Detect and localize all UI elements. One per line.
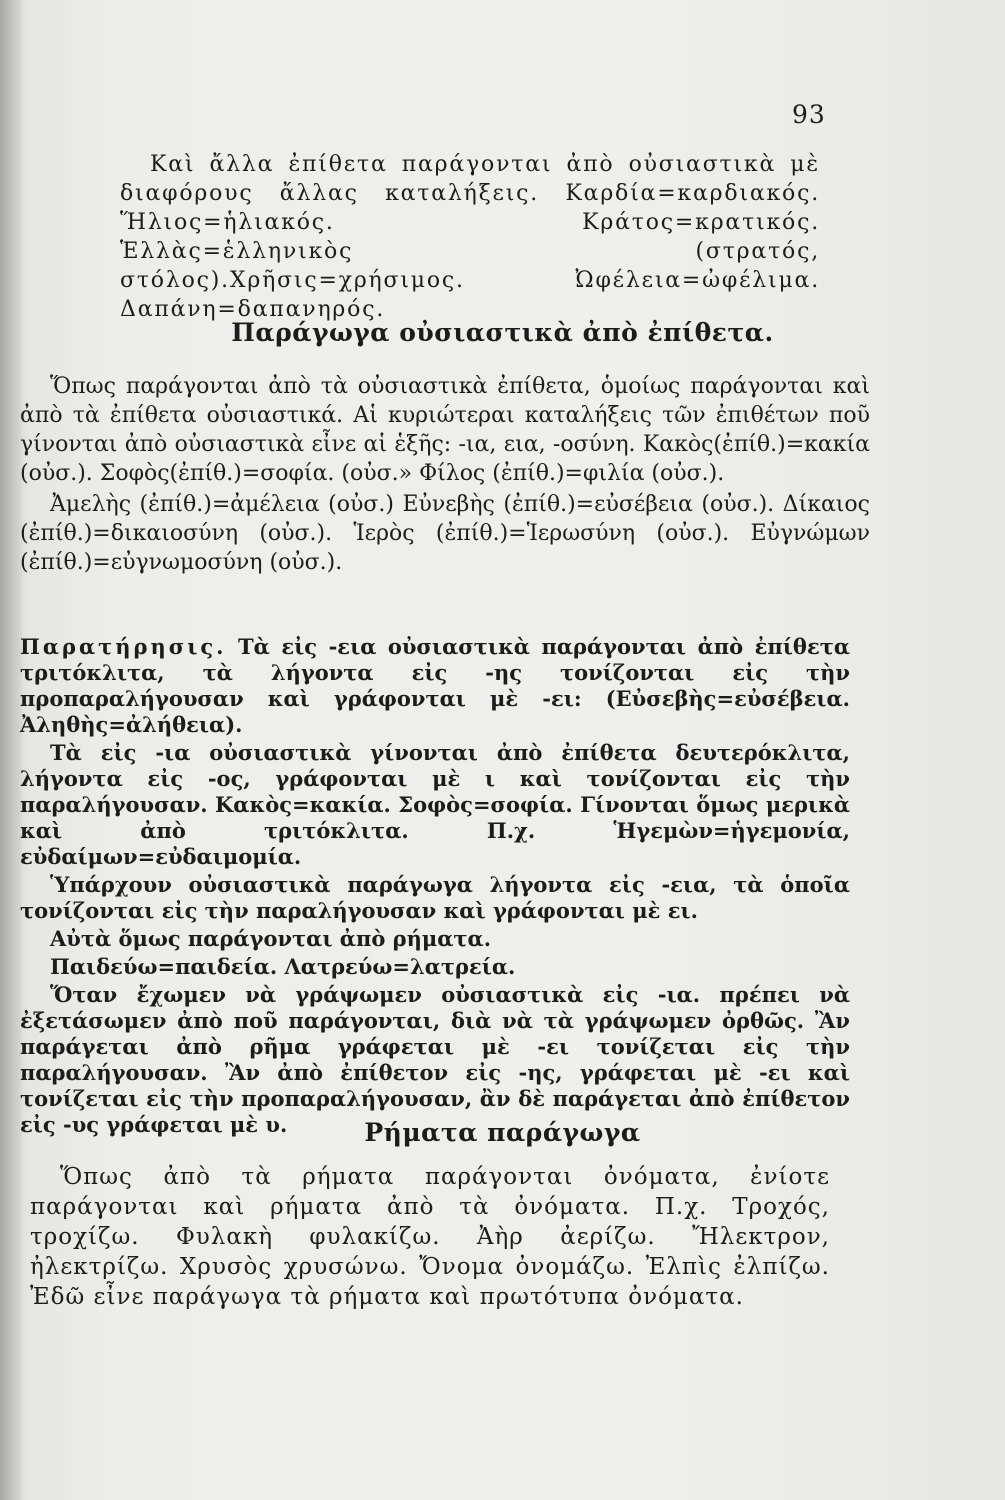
section-verbs-body: [30, 1162, 830, 1314]
section-heading-nouns-from-adjectives: Παράγωγα οὐσιαστικὰ ἀπὸ ἐπίθετα.: [231, 318, 774, 347]
remark-label: Παρατήρησις.: [20, 634, 227, 659]
remark-text-3: Ὑπάρχουν οὐσιαστικὰ παράγωγα λήγοντα εἰς -εια, τὰ ὁποῖα τονίζονται εἰς τὴν παραλήγουσαν καὶ γράφονται μὲ ει.: [20, 872, 850, 923]
paragraph-derived-verbs: Ὅπως ἀπὸ τὰ ρήματα παράγονται ὀνόματα, ἐνίοτε παράγονται καὶ ρήματα ἀπὸ τὰ ὀνόματα. Π.χ. Τροχός, τροχίζω. Φυλακὴ φυλακίζω. Ἀὴρ ἀερίζω. Ἤλεκτρον, ἠλεκτρίζω. Χρυσὸς χρυσώνω. Ὄνομα ὀνομάζω. Ἐλπὶς ἐλπίζω. Ἐδῶ εἶνε παράγωγα τὰ ρήματα καὶ πρωτότυπα ὀνόματα.: [30, 1164, 830, 1310]
paragraph-examples: Ἀμελὴς (ἐπίθ.)=ἀμέλεια (οὐσ.) Εὐνεβὴς (ἐπίθ.)=εὐσέβεια (οὐσ.). Δίκαιος (ἐπίθ.)=δικαιοσύνη (οὐσ.). Ἱερὸς (ἐπίθ.)=Ἱερωσύνη (οὐσ.). Εὐγνώμων (ἐπίθ.)=εὐγνωμοσύνη (οὐσ.).: [20, 492, 870, 575]
section-heading-derived-verbs: Ρήματα παράγωγα: [364, 1118, 641, 1147]
intro-paragraph: [120, 150, 820, 326]
remark-text-6: Ὅταν ἔχωμεν νὰ γράψωμεν οὐσιαστικὰ εἰς -ια. πρέπει νὰ ἐξετάσωμεν ἀπὸ ποῦ παράγονται, διὰ νὰ τὰ γράψωμεν ὀρθῶς. Ἂν παράγεται ἀπὸ ρῆμα γράφεται μὲ -ει τονίζεται εἰς τὴν παραλήγουσαν. Ἂν ἀπὸ ἐπίθετον εἰς -ης, γράφεται μὲ -ει καὶ τονίζεται εἰς τὴν προπαραλήγουσαν, ἂν δὲ παράγεται ἀπὸ ἐπίθετον εἰς -υς γράφεται μὲ υ.: [20, 982, 850, 1137]
section-nouns-body: [20, 372, 870, 579]
remark-text-2: Τὰ εἰς -ια οὐσιαστικὰ γίνονται ἀπὸ ἐπίθετα δευτερόκλιτα, λήγοντα εἰς -ος, γράφονται μὲ ι καὶ τονίζονται εἰς τὴν παραλήγουσαν. Κακὸς=κακία. Σοφὸς=σοφία. Γίνονται ὅμως μερικὰ καὶ ἀπὸ τριτόκλιτα. Π.χ. Ἡγεμὼν=ἡγεμονία, εὐδαίμων=εὐδαιμομία.: [20, 740, 850, 869]
remarks-block: [20, 634, 850, 1140]
remark-text-4: Αὐτὰ ὅμως παράγονται ἀπὸ ρήματα.: [50, 926, 492, 951]
page-binding-edge: [0, 0, 22, 1500]
remark-text-1: Τὰ εἰς -εια οὐσιαστικὰ παράγονται ἀπὸ ἐπίθετα τριτόκλιτα, τὰ λήγοντα εἰς -ης τονίζονται εἰς τὴν προπαραλήγουσαν καὶ γράφονται μὲ -ει: (Εὐσεβὴς=εὐσέβεια. Ἀληθὴς=ἀλήθεια).: [20, 634, 850, 737]
remark-first: [20, 634, 850, 738]
page-number: 93: [792, 100, 826, 129]
paragraph-derivation: Ὅπως παράγονται ἀπὸ τὰ οὐσιαστικὰ ἐπίθετα, ὁμοίως παράγονται καὶ ἀπὸ τὰ ἐπίθετα οὐσιαστικά. Αἱ κυριώτεραι καταλήξεις τῶν ἐπιθέτων ποῦ γίνονται ἀπὸ οὐσιαστικὰ εἶνε αἱ ἑξῆς: -ια, εια, -οσύνη. Κακὸς(ἐπίθ.)=κακία (οὐσ.). Σοφὸς(ἐπίθ.)=σοφία. (οὐσ.» Φίλος (ἐπίθ.)=φιλία (οὐσ.).: [20, 374, 870, 486]
intro-text: Καὶ ἄλλα ἐπίθετα παράγονται ἀπὸ οὐσιαστικὰ μὲ διαφόρους ἄλλας καταλήξεις. Καρδία=καρδιακός. Ἥλιος=ἡλιακός. Κράτος=κρατικός. Ἑλλὰς=ἑλληνικὸς (στρατός, στόλος).Χρῆσις=χρήσιμος. Ὠφέλεια=ὠφέλιμα. Δαπάνη=δαπανηρός.: [120, 152, 820, 322]
remark-text-5: Παιδεύω=παιδεία. Λατρεύω=λατρεία.: [50, 954, 516, 979]
